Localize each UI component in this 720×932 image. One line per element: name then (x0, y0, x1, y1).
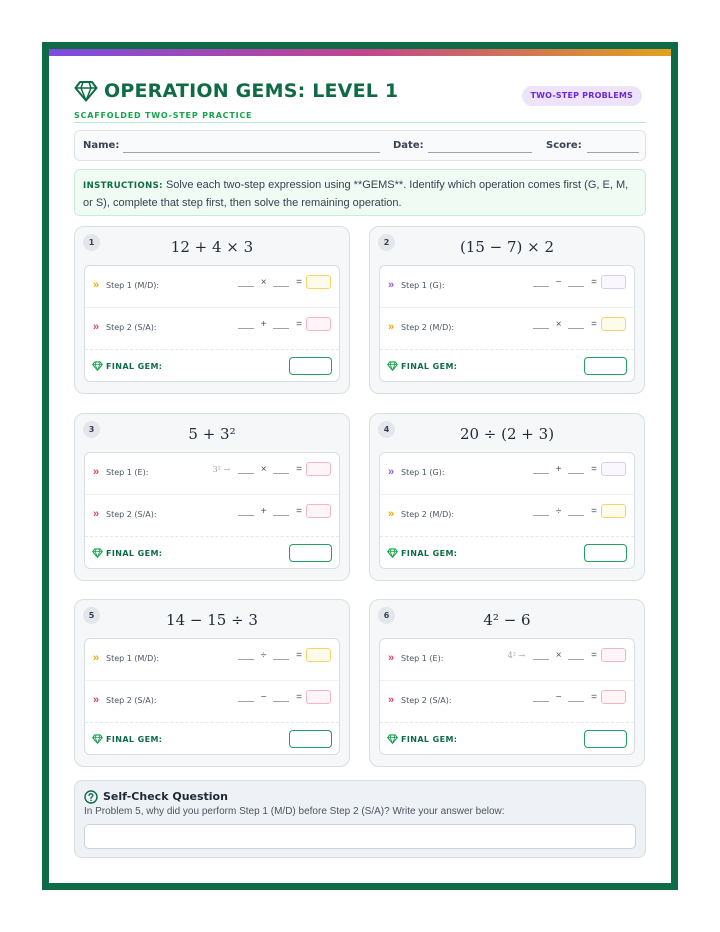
score-line[interactable] (587, 152, 639, 153)
operand-blank[interactable] (238, 328, 254, 329)
step-1-row (85, 453, 339, 495)
equals-sign: = (296, 691, 302, 703)
step-label: Step 2 (S/A): (106, 696, 157, 705)
final-answer-box[interactable] (584, 357, 627, 375)
name-label: Name: (83, 140, 120, 151)
step-1-row (380, 453, 634, 495)
operand-blank[interactable] (568, 328, 584, 329)
step-2-row (85, 308, 339, 350)
step-equation (508, 647, 626, 663)
operator-symbol: ÷ (555, 505, 562, 517)
equals-sign: = (591, 276, 597, 288)
operator-symbol: − (555, 691, 562, 703)
steps-panel (84, 638, 340, 755)
problem-number: 4 (378, 421, 395, 438)
gradient-bar (49, 49, 671, 56)
gem-icon (92, 548, 103, 558)
operand-blank[interactable] (568, 659, 584, 660)
final-answer-box[interactable] (289, 730, 332, 748)
step-label: Step 1 (E): (106, 468, 149, 477)
operator-symbol: × (260, 463, 267, 475)
operand-blank[interactable] (273, 328, 289, 329)
operand-blank[interactable] (238, 659, 254, 660)
problem-expression: 20 ÷ (2 + 3) (459, 425, 555, 443)
step-1-row (85, 266, 339, 308)
problem-expression: 4² − 6 (483, 611, 531, 629)
page-subtitle: SCAFFOLDED TWO-STEP PRACTICE (74, 111, 253, 120)
chevron-right-icon: » (93, 466, 100, 478)
step-answer-box[interactable] (601, 317, 626, 331)
step-label: Step 1 (E): (401, 654, 444, 663)
equals-sign: = (591, 318, 597, 330)
operator-symbol: + (260, 505, 267, 517)
operand-blank[interactable] (238, 515, 254, 516)
final-gem-row (380, 350, 634, 383)
step-equation (238, 503, 331, 519)
step-answer-box[interactable] (601, 275, 626, 289)
step-equation (533, 461, 626, 477)
chevron-right-icon: » (93, 321, 100, 333)
operand-blank[interactable] (273, 473, 289, 474)
gem-icon (92, 734, 103, 744)
steps-panel (84, 452, 340, 569)
step-equation (533, 689, 626, 705)
operator-symbol: × (260, 276, 267, 288)
step-equation (533, 316, 626, 332)
equals-sign: = (296, 649, 302, 661)
step-answer-box[interactable] (306, 648, 331, 662)
step-label: Step 1 (M/D): (106, 281, 160, 290)
name-line[interactable] (123, 152, 380, 153)
problem-card (74, 413, 350, 581)
header-divider (74, 122, 646, 123)
final-gem-label: FINAL GEM: (401, 362, 458, 371)
operator-symbol: − (260, 691, 267, 703)
chevron-right-icon: » (388, 279, 395, 291)
final-answer-box[interactable] (584, 544, 627, 562)
operand-blank[interactable] (533, 659, 549, 660)
problem-card (369, 599, 645, 767)
operator-symbol: ÷ (260, 649, 267, 661)
problem-card (369, 413, 645, 581)
gem-icon (74, 80, 98, 102)
question-circle-icon (84, 790, 98, 804)
operand-blank[interactable] (568, 515, 584, 516)
step-hint: 4² → (507, 650, 526, 660)
step-equation (533, 503, 626, 519)
gem-icon (92, 361, 103, 371)
final-gem-row (380, 723, 634, 756)
operand-blank[interactable] (533, 515, 549, 516)
step-answer-box[interactable] (306, 504, 331, 518)
chevron-right-icon: » (388, 652, 395, 664)
problem-number: 2 (378, 234, 395, 251)
step-answer-box[interactable] (601, 648, 626, 662)
operand-blank[interactable] (533, 328, 549, 329)
problem-number: 3 (83, 421, 100, 438)
step-2-row (380, 681, 634, 723)
self-check-box (74, 780, 646, 858)
final-gem-label: FINAL GEM: (401, 549, 458, 558)
equals-sign: = (591, 691, 597, 703)
step-answer-box[interactable] (306, 317, 331, 331)
step-answer-box[interactable] (306, 275, 331, 289)
student-info-box (74, 130, 646, 161)
problem-number: 5 (83, 607, 100, 624)
step-1-row (380, 266, 634, 308)
problem-number: 6 (378, 607, 395, 624)
operand-blank[interactable] (533, 286, 549, 287)
chevron-right-icon: » (93, 279, 100, 291)
operand-blank[interactable] (568, 286, 584, 287)
step-equation (238, 647, 331, 663)
gem-icon (387, 361, 398, 371)
operand-blank[interactable] (238, 701, 254, 702)
step-equation (238, 689, 331, 705)
step-1-row (85, 639, 339, 681)
equals-sign: = (591, 505, 597, 517)
operand-blank[interactable] (238, 286, 254, 287)
equals-sign: = (296, 318, 302, 330)
chevron-right-icon: » (93, 508, 100, 520)
step-equation (213, 461, 331, 477)
problem-card (369, 226, 645, 394)
problem-type-badge: TWO-STEP PROBLEMS (522, 86, 643, 106)
step-2-row (380, 308, 634, 350)
step-label: Step 2 (S/A): (106, 510, 157, 519)
step-label: Step 2 (S/A): (401, 696, 452, 705)
step-2-row (85, 681, 339, 723)
date-line[interactable] (428, 152, 532, 153)
gem-icon (387, 548, 398, 558)
problem-number: 1 (83, 234, 100, 251)
step-1-row (380, 639, 634, 681)
steps-panel (379, 452, 635, 569)
step-label: Step 2 (S/A): (106, 323, 157, 332)
operator-symbol: × (555, 318, 562, 330)
operand-blank[interactable] (238, 473, 254, 474)
final-gem-row (85, 723, 339, 756)
final-answer-box[interactable] (289, 357, 332, 375)
gem-icon (387, 734, 398, 744)
page-title: OPERATION GEMS: LEVEL 1 (104, 80, 399, 102)
operand-blank[interactable] (273, 701, 289, 702)
step-label: Step 2 (M/D): (401, 323, 455, 332)
step-answer-box[interactable] (306, 690, 331, 704)
step-2-row (85, 495, 339, 537)
step-answer-box[interactable] (601, 690, 626, 704)
step-label: Step 1 (G): (401, 468, 445, 477)
operator-symbol: − (555, 276, 562, 288)
worksheet-header (74, 80, 398, 120)
equals-sign: = (296, 463, 302, 475)
problem-expression: 5 + 3² (188, 425, 236, 443)
steps-panel (379, 265, 635, 382)
self-check-title: Self-Check Question (103, 790, 228, 803)
final-gem-row (85, 537, 339, 570)
problem-expression: (15 − 7) × 2 (459, 238, 555, 256)
operand-blank[interactable] (273, 286, 289, 287)
final-gem-row (85, 350, 339, 383)
self-check-answer-field[interactable] (84, 824, 636, 849)
instructions-box (74, 169, 646, 216)
final-gem-label: FINAL GEM: (401, 735, 458, 744)
step-2-row (380, 495, 634, 537)
step-equation (238, 316, 331, 332)
self-check-question: In Problem 5, why did you perform Step 1 (M/D) before Step 2 (S/A)? Write your answer below: (84, 806, 505, 817)
problem-card (74, 599, 350, 767)
final-answer-box[interactable] (289, 544, 332, 562)
steps-panel (379, 638, 635, 755)
step-equation (238, 274, 331, 290)
final-gem-label: FINAL GEM: (106, 549, 163, 558)
problem-expression: 14 − 15 ÷ 3 (166, 611, 258, 629)
step-answer-box[interactable] (306, 462, 331, 476)
problem-card (74, 226, 350, 394)
operator-symbol: × (555, 649, 562, 661)
instructions-text: Solve each two-step expression using **GEMS**. Identify which operation comes first (G, E, M, or S), complete that step first, then solve the remaining operation. (83, 179, 629, 209)
equals-sign: = (591, 463, 597, 475)
step-hint: 3² → (212, 464, 231, 474)
chevron-right-icon: » (388, 466, 395, 478)
equals-sign: = (296, 505, 302, 517)
step-label: Step 2 (M/D): (401, 510, 455, 519)
step-answer-box[interactable] (601, 462, 626, 476)
equals-sign: = (591, 649, 597, 661)
chevron-right-icon: » (93, 652, 100, 664)
chevron-right-icon: » (388, 694, 395, 706)
equals-sign: = (296, 276, 302, 288)
problem-expression: 12 + 4 × 3 (170, 238, 254, 256)
operand-blank[interactable] (273, 659, 289, 660)
operand-blank[interactable] (568, 473, 584, 474)
operand-blank[interactable] (533, 701, 549, 702)
operator-symbol: + (260, 318, 267, 330)
operand-blank[interactable] (568, 701, 584, 702)
worksheet (49, 49, 671, 883)
operand-blank[interactable] (533, 473, 549, 474)
final-gem-label: FINAL GEM: (106, 362, 163, 371)
date-label: Date: (393, 140, 424, 151)
step-label: Step 1 (M/D): (106, 654, 160, 663)
final-gem-label: FINAL GEM: (106, 735, 163, 744)
final-gem-row (380, 537, 634, 570)
chevron-right-icon: » (388, 508, 395, 520)
final-answer-box[interactable] (584, 730, 627, 748)
steps-panel (84, 265, 340, 382)
step-label: Step 1 (G): (401, 281, 445, 290)
step-equation (533, 274, 626, 290)
chevron-right-icon: » (388, 321, 395, 333)
instructions-label: INSTRUCTIONS: (83, 181, 163, 191)
score-label: Score: (546, 140, 582, 151)
chevron-right-icon: » (93, 694, 100, 706)
operator-symbol: + (555, 463, 562, 475)
step-answer-box[interactable] (601, 504, 626, 518)
page-frame (42, 42, 678, 890)
operand-blank[interactable] (273, 515, 289, 516)
